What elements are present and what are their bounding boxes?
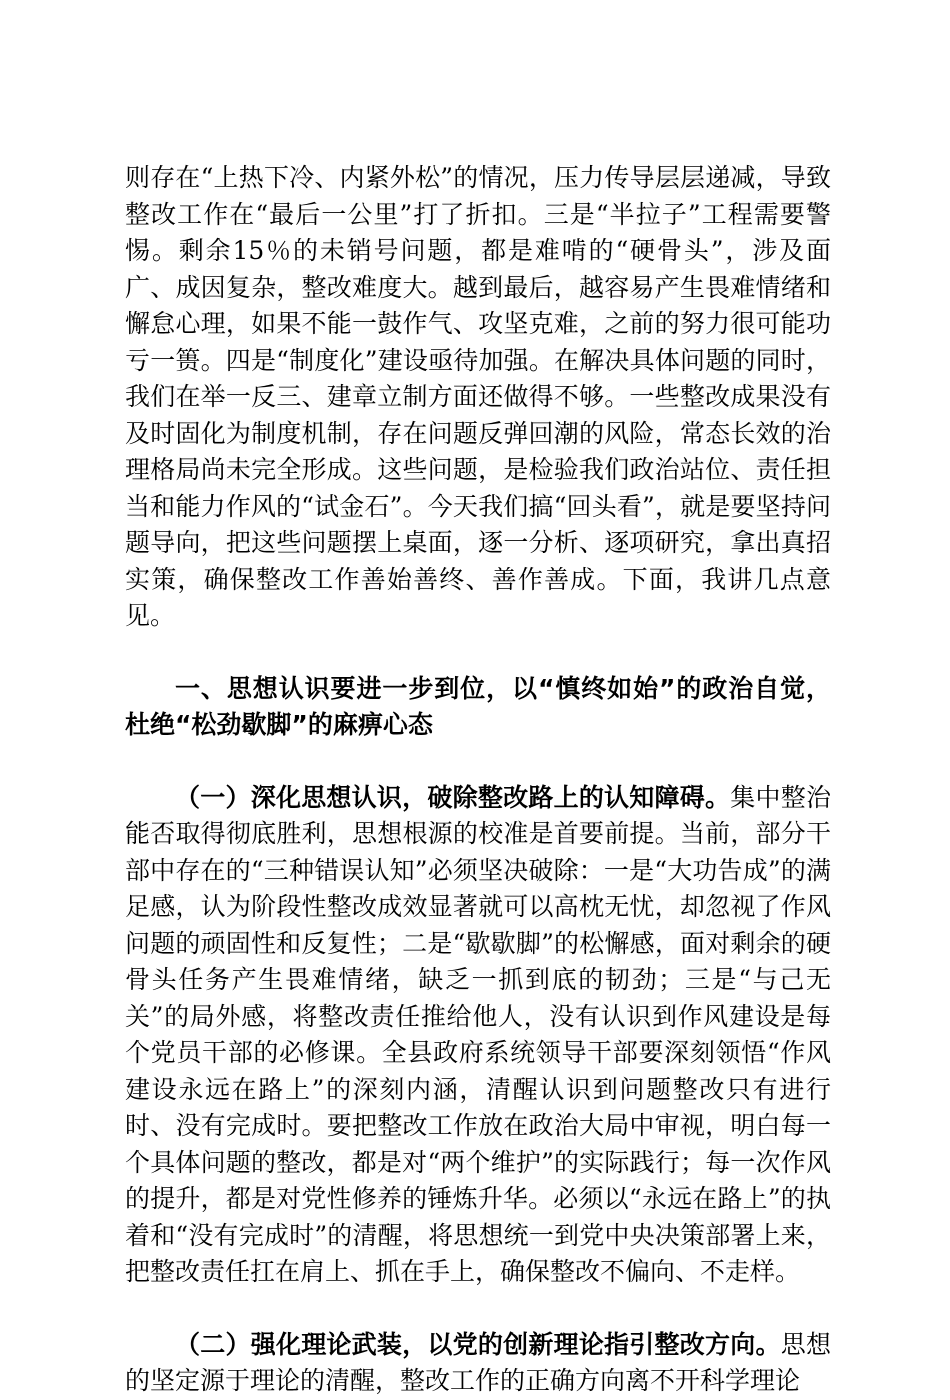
- subsection-paragraph: [125, 780, 831, 1291]
- body-paragraph: 则存在“上热下冷、内紧外松”的情况，压力传导层层递减，导致整改工作在“最后一公里”打了折扣。三是“半拉子”工程需要警惕。剩余15％的未销号问题，都是难啃的“硬骨头”，涉及面广、成因复杂，整改难度大。越到最后，越容易产生畏难情绪和懈怠心理，如果不能一鼓作气、攻坚克难，之前的努力很可能功亏一篑。四是“制度化”建设亟待加强。在解决具体问题的同时，我们在举一反三、建章立制方面还做得不够。一些整改成果没有及时固化为制度机制，存在问题反弹回潮的风险，常态长效的治理格局尚未完全形成。这些问题，是检验我们政治站位、责任担当和能力作风的“试金石”。今天我们搞“回头看”，就是要坚持问题导向，把这些问题摆上桌面，逐一分析、逐项研究，拿出真招实策，确保整改工作善始善终、善作善成。下面，我讲几点意见。: [125, 163, 831, 630]
- document-page: [125, 160, 831, 1400]
- subsection-body: 思想的坚定源于理论的清醒，整改工作的正确方向离不开科学理论: [125, 1329, 831, 1395]
- subsection-title: （一）深化思想认识，破除整改路上的认知障碍。: [175, 782, 731, 812]
- subsection-title: （二）强化理论武装，以党的创新理论指引整改方向。: [175, 1329, 781, 1359]
- subsection-body: 集中整治能否取得彻底胜利，思想根源的校准是首要前提。当前，部分干部中存在的“三种错误认知”必须坚决破除：一是“大功告成”的满足感，认为阶段性整改成效显著就可以高枕无忧，却忽视了作风问题的顽固性和反复性；二是“歇歇脚”的松懈感，面对剩余的硬骨头任务产生畏难情绪，缺乏一抓到底的韧劲；三是“与己无关”的局外感，将整改责任推给他人，没有认识到作风建设是每个党员干部的必修课。全县政府系统领导干部要深刻领悟“作风建设永远在路上”的深刻内涵，清醒认识到问题整改只有进行时、没有完成时。要把整改工作放在政治大局中审视，明白每一个具体问题的整改，都是对“两个维护”的实际践行；每一次作风的提升，都是对党性修养的锤炼升华。必须以“永远在路上”的执着和“没有完成时”的清醒，将思想统一到党中央决策部署上来，把整改责任扛在肩上、抓在手上，确保整改不偏向、不走样。: [125, 782, 831, 1286]
- section-heading: 一、思想认识要进一步到位，以“慎终如始”的政治自觉，杜绝“松劲歇脚”的麻痹心态: [125, 673, 831, 739]
- subsection-paragraph: [125, 1327, 831, 1400]
- paragraph-spacer: [125, 635, 831, 671]
- paragraph-spacer: [125, 1291, 831, 1327]
- paragraph-spacer: [125, 744, 831, 780]
